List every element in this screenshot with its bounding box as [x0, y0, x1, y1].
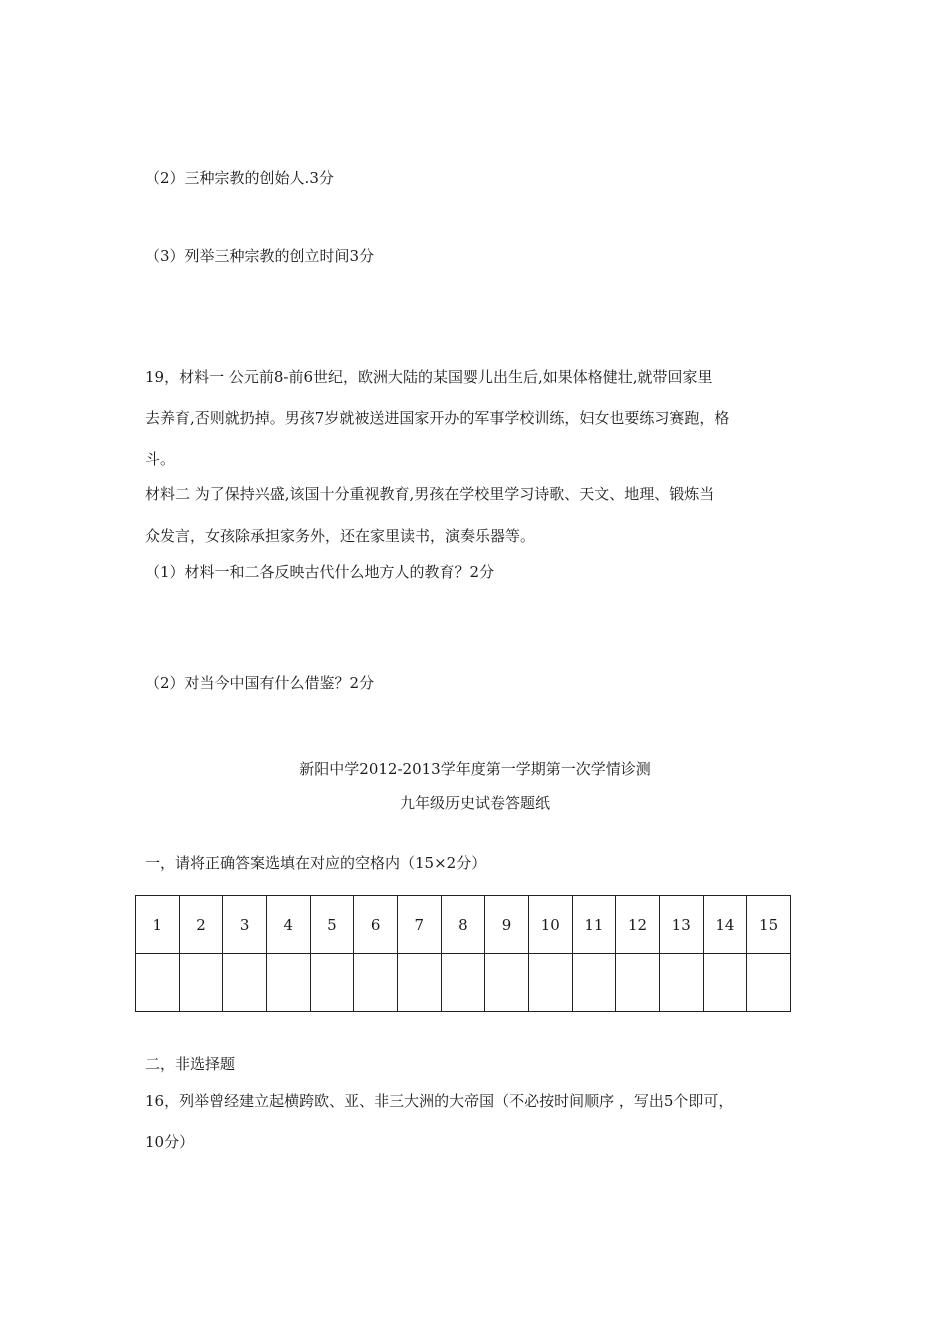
answer-number: 1 [136, 896, 180, 954]
answer-cell[interactable] [266, 954, 310, 1012]
answer-number: 6 [354, 896, 398, 954]
answer-number: 11 [572, 896, 616, 954]
q16-line1: 16，列举曾经建立起横跨欧、亚、非三大洲的大帝国（不必按时间顺序 ，写出5个即可， [145, 1092, 734, 1110]
q19-line2: 去养育,否则就扔掉。男孩7岁就被送进国家开办的军事学校训练，妇女也要练习赛跑，格 [145, 409, 730, 427]
answer-cell[interactable] [223, 954, 267, 1012]
q18-sub2: （2）三种宗教的创始人.3分 [145, 169, 334, 187]
answer-cell[interactable] [703, 954, 747, 1012]
answer-number: 2 [179, 896, 223, 954]
answer-grid-number-row [136, 896, 791, 954]
answer-sheet-title: 新阳中学2012-2013学年度第一学期第一次学情诊测 [299, 760, 651, 778]
answer-number: 9 [485, 896, 529, 954]
answer-number: 5 [310, 896, 354, 954]
answer-cell[interactable] [485, 954, 529, 1012]
q19-sub1: （1）材料一和二各反映古代什么地方人的教育？2分 [145, 563, 495, 581]
answer-grid-blank-row [136, 954, 791, 1012]
answer-cell[interactable] [354, 954, 398, 1012]
answer-sheet-subtitle: 九年级历史试卷答题纸 [399, 794, 550, 812]
q19-line4: 材料二 为了保持兴盛,该国十分重视教育,男孩在学校里学习诗歌、天文、地理、锻炼当 [145, 485, 715, 503]
answer-cell[interactable] [441, 954, 485, 1012]
q19-line3: 斗。 [145, 450, 176, 468]
answer-cell[interactable] [616, 954, 660, 1012]
answer-cell[interactable] [310, 954, 354, 1012]
answer-number: 4 [266, 896, 310, 954]
answer-cell[interactable] [397, 954, 441, 1012]
answer-number: 13 [659, 896, 703, 954]
q19-line1: 19，材料一 公元前8-前6世纪，欧洲大陆的某国婴儿出生后,如果体格健壮,就带回家里 [145, 368, 713, 386]
q19-sub2: （2）对当今中国有什么借鉴？2分 [145, 674, 375, 692]
answer-number: 8 [441, 896, 485, 954]
q16-line2: 10分） [145, 1133, 195, 1151]
answer-number: 7 [397, 896, 441, 954]
answer-cell[interactable] [528, 954, 572, 1012]
answer-cell[interactable] [659, 954, 703, 1012]
answer-cell[interactable] [136, 954, 180, 1012]
q19-line5: 众发言，女孩除承担家务外，还在家里读书，演奏乐器等。 [145, 527, 536, 545]
section1-heading: 一，请将正确答案选填在对应的空格内（15×2分） [145, 854, 487, 872]
section2-heading: 二，非选择题 [145, 1055, 236, 1073]
answer-cell[interactable] [747, 954, 791, 1012]
answer-cell[interactable] [572, 954, 616, 1012]
answer-number: 3 [223, 896, 267, 954]
answer-grid [135, 895, 791, 1012]
answer-number: 10 [528, 896, 572, 954]
answer-number: 15 [747, 896, 791, 954]
q18-sub3: （3）列举三种宗教的创立时间3分 [145, 247, 375, 265]
answer-cell[interactable] [179, 954, 223, 1012]
answer-number: 12 [616, 896, 660, 954]
answer-number: 14 [703, 896, 747, 954]
